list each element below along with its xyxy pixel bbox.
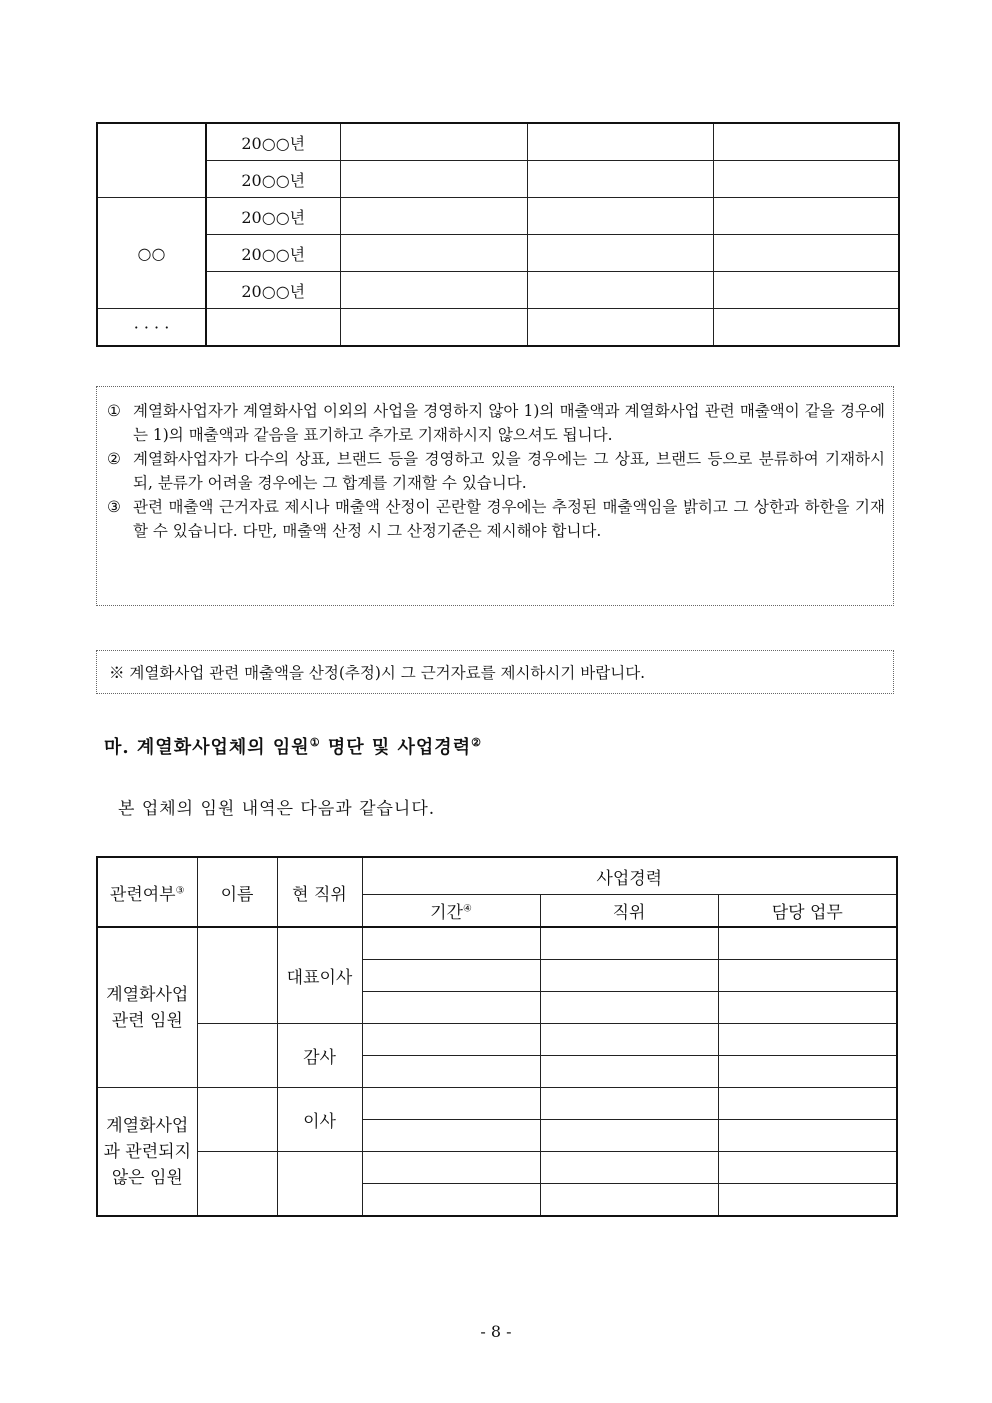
career-cell (718, 1120, 897, 1152)
value-cell (713, 161, 899, 198)
value-cell (713, 235, 899, 272)
intro-text: 본 업체의 임원 내역은 다음과 같습니다. (118, 799, 436, 819)
heading-text: 마. 계열화사업체의 임원 (104, 737, 310, 758)
name-cell (197, 927, 277, 1024)
name-cell (197, 1088, 277, 1152)
note-item (107, 399, 885, 447)
group-unrelated: 계열화사업과 관련되지 않은 임원 (97, 1088, 197, 1217)
career-cell (540, 992, 718, 1024)
career-cell (540, 1120, 718, 1152)
career-cell (718, 927, 897, 960)
career-cell (540, 1088, 718, 1120)
role-ceo: 대표이사 (277, 927, 362, 1024)
note-number: ② (107, 450, 121, 468)
note-text: 계열화사업자가 다수의 상표, 브랜드 등을 경영하고 있을 경우에는 그 상표, 브랜드 등으로 분류하여 기재하시되, 분류가 어려울 경우에는 그 합계를 기재할 수 있습니다. (133, 450, 885, 492)
career-cell (718, 1056, 897, 1088)
sales-table (96, 122, 900, 347)
career-cell (540, 1152, 718, 1184)
executives-table (96, 856, 898, 1217)
value-cell (527, 198, 713, 235)
year-cell: 20○○년 (206, 198, 340, 235)
year-cell (206, 309, 340, 347)
notice-box (96, 650, 894, 694)
footnote-marker: ① (309, 736, 321, 749)
year-cell: 20○○년 (206, 235, 340, 272)
name-cell (197, 1024, 277, 1088)
note-number: ③ (107, 498, 121, 516)
year-cell: 20○○년 (206, 161, 340, 198)
value-cell (527, 123, 713, 161)
header-name: 이름 (197, 857, 277, 927)
header-position: 현 직위 (277, 857, 362, 927)
notes-box (96, 386, 894, 606)
value-cell (340, 161, 527, 198)
career-cell (718, 1184, 897, 1217)
notice-text: ※ 계열화사업 관련 매출액을 산정(추정)시 그 근거자료를 제시하시기 바랍니다. (109, 664, 646, 682)
year-cell: 20○○년 (206, 123, 340, 161)
career-cell (362, 960, 540, 992)
value-cell (340, 235, 527, 272)
career-cell (718, 1024, 897, 1056)
career-cell (540, 960, 718, 992)
company-name-cell (97, 123, 206, 198)
group-related: 계열화사업 관련 임원 (97, 927, 197, 1088)
note-number: ① (107, 402, 121, 420)
company-name-cell: ○○ (97, 198, 206, 309)
career-cell (540, 1056, 718, 1088)
name-cell (197, 1152, 277, 1217)
career-cell (540, 1024, 718, 1056)
note-text: 관련 매출액 근거자료 제시나 매출액 산정이 곤란할 경우에는 추정된 매출액임을 밝히고 그 상한과 하한을 기재할 수 있습니다. 다만, 매출액 산정 시 그 산정기준은 제시해야 합니다. (133, 498, 885, 540)
value-cell (527, 161, 713, 198)
page-number: - 8 - (480, 1322, 512, 1341)
career-cell (362, 992, 540, 1024)
career-cell (718, 1088, 897, 1120)
ellipsis-cell: · · · · (97, 309, 206, 347)
value-cell (713, 198, 899, 235)
value-cell (340, 123, 527, 161)
career-cell (718, 1152, 897, 1184)
career-cell (540, 927, 718, 960)
footnote-marker: ② (471, 736, 482, 749)
value-cell (713, 123, 899, 161)
value-cell (340, 198, 527, 235)
note-item (107, 447, 885, 495)
value-cell (527, 235, 713, 272)
value-cell (340, 272, 527, 309)
value-cell (713, 309, 899, 347)
header-career: 사업경력 (362, 857, 897, 895)
role-auditor: 감사 (277, 1024, 362, 1088)
career-cell (362, 1152, 540, 1184)
value-cell (340, 309, 527, 347)
career-cell (718, 960, 897, 992)
note-text: 계열화사업자가 계열화사업 이외의 사업을 경영하지 않아 1)의 매출액과 계열화사업 관련 매출액이 같을 경우에는 1)의 매출액과 같음을 표기하고 추가로 기재하시지 않으셔도 됩니다. (133, 402, 885, 444)
career-cell (362, 1088, 540, 1120)
value-cell (713, 272, 899, 309)
career-cell (540, 1184, 718, 1217)
career-cell (362, 1056, 540, 1088)
value-cell (527, 272, 713, 309)
year-cell: 20○○년 (206, 272, 340, 309)
value-cell (527, 309, 713, 347)
header-career-position: 직위 (540, 895, 718, 928)
career-cell (362, 1120, 540, 1152)
header-relation: 관련여부③ (97, 857, 197, 927)
role-director: 이사 (277, 1088, 362, 1152)
career-cell (362, 1024, 540, 1056)
note-item (107, 495, 885, 543)
career-cell (718, 992, 897, 1024)
header-duty: 담당 업무 (718, 895, 897, 928)
header-period: 기간④ (362, 895, 540, 928)
career-cell (362, 927, 540, 960)
heading-text: 명단 및 사업경력 (320, 737, 472, 758)
role-cell (277, 1152, 362, 1217)
section-heading (104, 733, 482, 759)
career-cell (362, 1184, 540, 1217)
